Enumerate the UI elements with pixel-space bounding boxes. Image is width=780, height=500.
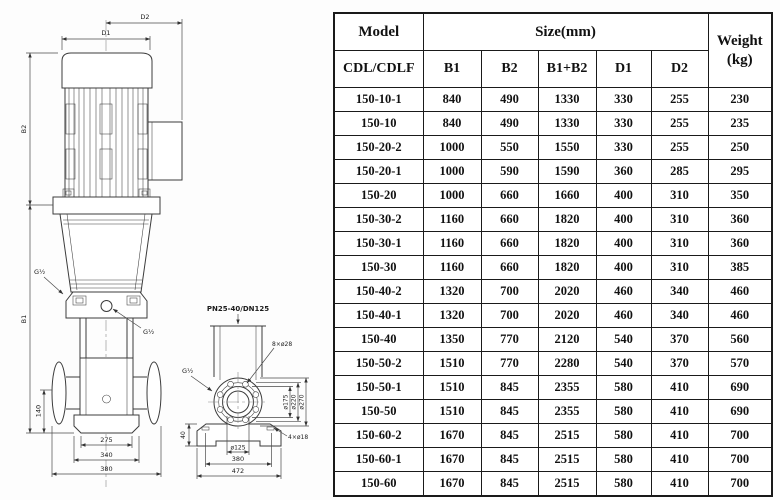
- pump-front-view: [52, 20, 182, 487]
- model-cell: 150-20: [334, 184, 423, 208]
- header-col-b1b2: B1+B2: [538, 51, 596, 88]
- size-cell: 2020: [538, 304, 596, 328]
- size-cell: 690: [708, 376, 772, 400]
- model-cell: 150-20-2: [334, 136, 423, 160]
- size-cell: 400: [596, 256, 651, 280]
- size-cell: 330: [596, 88, 651, 112]
- size-cell: 540: [596, 352, 651, 376]
- header-col-d1: D1: [596, 51, 651, 88]
- dim-label-340: 340: [100, 451, 113, 459]
- size-cell: 580: [596, 472, 651, 497]
- table-row: [334, 328, 772, 352]
- model-cell: 150-20-1: [334, 160, 423, 184]
- table-row: [334, 232, 772, 256]
- size-cell: 2020: [538, 280, 596, 304]
- size-cell: 845: [481, 376, 538, 400]
- size-cell: 410: [651, 424, 708, 448]
- size-cell: 1590: [538, 160, 596, 184]
- size-cell: 1350: [423, 328, 481, 352]
- size-cell: 700: [708, 424, 772, 448]
- size-cell: 1660: [538, 184, 596, 208]
- size-cell: 360: [596, 160, 651, 184]
- size-cell: 700: [481, 280, 538, 304]
- table-row: [334, 88, 772, 112]
- pump-base-front: [74, 415, 139, 433]
- size-cell: 660: [481, 184, 538, 208]
- dim-label-140: 140: [34, 404, 43, 418]
- size-cell: 1510: [423, 352, 481, 376]
- pump-technical-drawing: [0, 0, 334, 500]
- size-cell: 1510: [423, 400, 481, 424]
- dim-label-dia270: ø270: [298, 394, 306, 410]
- port-label-g12-upper: G½: [34, 268, 46, 276]
- size-cell: 1160: [423, 208, 481, 232]
- size-cell: 580: [596, 376, 651, 400]
- size-cell: 370: [651, 352, 708, 376]
- size-cell: 2515: [538, 424, 596, 448]
- size-cell: 840: [423, 112, 481, 136]
- dim-label-40: 40: [180, 431, 187, 439]
- size-cell: 1820: [538, 256, 596, 280]
- pump-base-side: [197, 424, 281, 446]
- size-cell: 580: [596, 424, 651, 448]
- size-cell: 370: [651, 328, 708, 352]
- pump-flange-view: [197, 305, 281, 446]
- table-row: [334, 208, 772, 232]
- model-cell: 150-10-1: [334, 88, 423, 112]
- size-cell: 490: [481, 88, 538, 112]
- model-cell: 150-60: [334, 472, 423, 497]
- dim-label-d2: D2: [140, 13, 150, 21]
- dim-label-275: 275: [100, 436, 113, 444]
- size-cell: 460: [596, 280, 651, 304]
- size-cell: 690: [708, 400, 772, 424]
- table-row: [334, 160, 772, 184]
- model-cell: 150-40-2: [334, 280, 423, 304]
- spec-table-pane: [333, 12, 773, 489]
- size-cell: 1670: [423, 472, 481, 497]
- size-cell: 490: [481, 112, 538, 136]
- size-cell: 1160: [423, 256, 481, 280]
- size-cell: 340: [651, 304, 708, 328]
- size-cell: 460: [708, 280, 772, 304]
- size-cell: 330: [596, 112, 651, 136]
- size-cell: 310: [651, 184, 708, 208]
- dim-label-dia220: ø220: [290, 394, 298, 410]
- header-model: Model: [334, 13, 423, 51]
- size-cell: 1330: [538, 88, 596, 112]
- flange-port-label: G½: [182, 367, 194, 375]
- dim-label-dia125: ø125: [230, 444, 246, 452]
- size-cell: 250: [708, 136, 772, 160]
- discharge-flange: [147, 362, 161, 424]
- size-cell: 1510: [423, 376, 481, 400]
- size-cell: 2515: [538, 472, 596, 497]
- flange-rating-label: PN25-40/DN125: [206, 305, 270, 313]
- model-cell: 150-10: [334, 112, 423, 136]
- table-row: [334, 136, 772, 160]
- table-row: [334, 112, 772, 136]
- size-cell: 1000: [423, 160, 481, 184]
- spec-table-body: [334, 88, 772, 497]
- size-cell: 660: [481, 256, 538, 280]
- model-cell: 150-50-2: [334, 352, 423, 376]
- model-cell: 150-50: [334, 400, 423, 424]
- size-cell: 845: [481, 400, 538, 424]
- size-cell: 310: [651, 232, 708, 256]
- size-cell: 460: [596, 304, 651, 328]
- size-cell: 350: [708, 184, 772, 208]
- pump-drawing-svg: [0, 0, 334, 500]
- dim-label-d1: D1: [101, 29, 111, 37]
- size-cell: 1330: [538, 112, 596, 136]
- table-row: [334, 424, 772, 448]
- size-cell: 1320: [423, 304, 481, 328]
- size-cell: 590: [481, 160, 538, 184]
- size-cell: 460: [708, 304, 772, 328]
- model-cell: 150-60-1: [334, 448, 423, 472]
- size-cell: 330: [596, 136, 651, 160]
- size-cell: 1820: [538, 208, 596, 232]
- model-cell: 150-40: [334, 328, 423, 352]
- table-row: [334, 304, 772, 328]
- model-cell: 150-60-2: [334, 424, 423, 448]
- header-col-d2: D2: [651, 51, 708, 88]
- size-cell: 360: [708, 208, 772, 232]
- size-cell: 2355: [538, 376, 596, 400]
- size-cell: 235: [708, 112, 772, 136]
- dim-label-dia175: ø175: [282, 394, 290, 410]
- size-cell: 845: [481, 424, 538, 448]
- size-cell: 2515: [538, 448, 596, 472]
- size-cell: 2280: [538, 352, 596, 376]
- dim-label-380-front: 380: [100, 465, 113, 473]
- size-cell: 340: [651, 280, 708, 304]
- table-row: [334, 448, 772, 472]
- size-cell: 230: [708, 88, 772, 112]
- spec-table: [333, 12, 773, 497]
- foot-holes-label: 4×ø18: [288, 434, 309, 441]
- size-cell: 400: [596, 232, 651, 256]
- size-cell: 840: [423, 88, 481, 112]
- head-port-circle: [101, 301, 112, 312]
- header-col-b1: B1: [423, 51, 481, 88]
- size-cell: 1820: [538, 232, 596, 256]
- size-cell: 360: [708, 232, 772, 256]
- size-cell: 255: [651, 112, 708, 136]
- model-cell: 150-30-1: [334, 232, 423, 256]
- size-cell: 700: [481, 304, 538, 328]
- size-cell: 255: [651, 88, 708, 112]
- table-row: [334, 256, 772, 280]
- size-cell: 540: [596, 328, 651, 352]
- size-cell: 295: [708, 160, 772, 184]
- size-cell: 1670: [423, 448, 481, 472]
- dim-label-472: 472: [231, 467, 245, 475]
- size-cell: 310: [651, 208, 708, 232]
- table-row: [334, 376, 772, 400]
- size-cell: 410: [651, 472, 708, 497]
- model-cell: 150-30-2: [334, 208, 423, 232]
- size-cell: 770: [481, 352, 538, 376]
- dim-label-380-flange: 380: [231, 455, 245, 463]
- port-label-g12-lower: G½: [143, 328, 155, 336]
- size-cell: 2355: [538, 400, 596, 424]
- size-cell: 1320: [423, 280, 481, 304]
- size-cell: 400: [596, 208, 651, 232]
- size-cell: 1000: [423, 184, 481, 208]
- size-cell: 570: [708, 352, 772, 376]
- dim-label-b2: B2: [20, 124, 28, 134]
- size-cell: 285: [651, 160, 708, 184]
- motor-terminal-box: [148, 122, 182, 180]
- size-cell: 660: [481, 208, 538, 232]
- model-cell: 150-50-1: [334, 376, 423, 400]
- size-cell: 1160: [423, 232, 481, 256]
- size-cell: 310: [651, 256, 708, 280]
- model-cell: 150-40-1: [334, 304, 423, 328]
- size-cell: 560: [708, 328, 772, 352]
- header-col-b2: B2: [481, 51, 538, 88]
- size-cell: 660: [481, 232, 538, 256]
- size-cell: 700: [708, 448, 772, 472]
- bolt-holes-label: 8×ø28: [272, 341, 293, 348]
- size-cell: 410: [651, 400, 708, 424]
- suction-flange: [52, 362, 66, 424]
- table-row: [334, 472, 772, 497]
- size-cell: 385: [708, 256, 772, 280]
- size-cell: 410: [651, 448, 708, 472]
- dim-label-b1: B1: [20, 314, 28, 324]
- table-row: [334, 184, 772, 208]
- table-row: [334, 400, 772, 424]
- size-cell: 700: [708, 472, 772, 497]
- table-row: [334, 280, 772, 304]
- header-weight: [708, 13, 772, 88]
- header-weight-line2: (kg): [726, 51, 753, 68]
- table-row: [334, 352, 772, 376]
- model-cell: 150-30: [334, 256, 423, 280]
- size-cell: 400: [596, 184, 651, 208]
- size-cell: 1550: [538, 136, 596, 160]
- size-cell: 770: [481, 328, 538, 352]
- size-cell: 1000: [423, 136, 481, 160]
- size-cell: 2120: [538, 328, 596, 352]
- header-weight-line1: Weight: [716, 32, 763, 49]
- size-cell: 845: [481, 448, 538, 472]
- size-cell: 550: [481, 136, 538, 160]
- size-cell: 1670: [423, 424, 481, 448]
- size-cell: 580: [596, 400, 651, 424]
- header-model-series: CDL/CDLF: [334, 51, 423, 88]
- header-size-group: Size(mm): [423, 13, 708, 51]
- size-cell: 255: [651, 136, 708, 160]
- size-cell: 410: [651, 376, 708, 400]
- size-cell: 580: [596, 448, 651, 472]
- size-cell: 845: [481, 472, 538, 497]
